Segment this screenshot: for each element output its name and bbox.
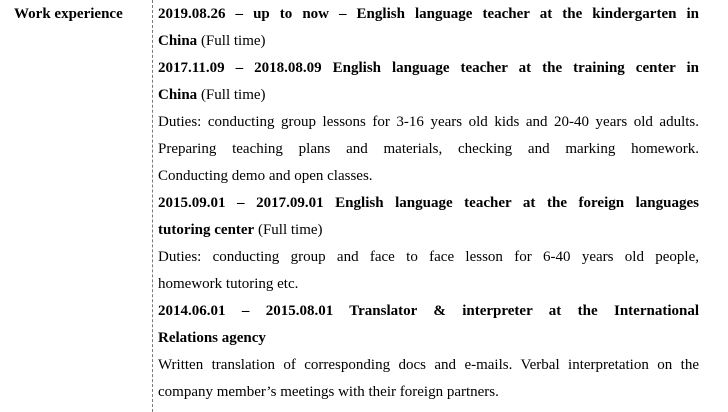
entry-title-continuation [158, 30, 699, 57]
entry-title-end: Relations agency [158, 330, 266, 346]
entry-duties: Written translation of corresponding docs and e-mails. Verbal interpretation on the [158, 357, 699, 373]
employment-type: (Full time) [197, 33, 266, 49]
entry-title-end: China [158, 87, 198, 103]
section-label: Work experience [14, 6, 123, 22]
entry-title: 2015.09.01 – 2017.09.01 English language teacher at the foreign languages [158, 195, 699, 211]
work-experience-content [158, 3, 699, 408]
entry-duties: Conducting demo and open classes. [158, 168, 373, 184]
entry-title-continuation [158, 219, 699, 246]
entry-duties: Preparing teaching plans and materials, checking and marking homework. [158, 141, 699, 157]
entry-duties: Duties: conducting group lessons for 3-16 years old kids and 20-40 years old adults. [158, 114, 699, 130]
entry-title: 2017.11.09 – 2018.08.09 English language teacher at the training center in [158, 60, 699, 76]
column-divider [152, 0, 153, 412]
entry-title-end: tutoring center [158, 222, 255, 238]
entry-title: 2019.08.26 – up to now – English language teacher at the kindergarten in [158, 6, 699, 22]
employment-type: (Full time) [197, 87, 266, 103]
entry-duties: Duties: conducting group and face to face lesson for 6-40 years old people, [158, 249, 699, 265]
employment-type: (Full time) [254, 222, 323, 238]
entry-title: 2014.06.01 – 2015.08.01 Translator & interpreter at the International [158, 303, 699, 319]
entry-duties: company member’s meetings with their foreign partners. [158, 384, 499, 400]
entry-duties: homework tutoring etc. [158, 276, 299, 292]
entry-title-continuation [158, 84, 699, 111]
entry-title-end: China [158, 33, 198, 49]
